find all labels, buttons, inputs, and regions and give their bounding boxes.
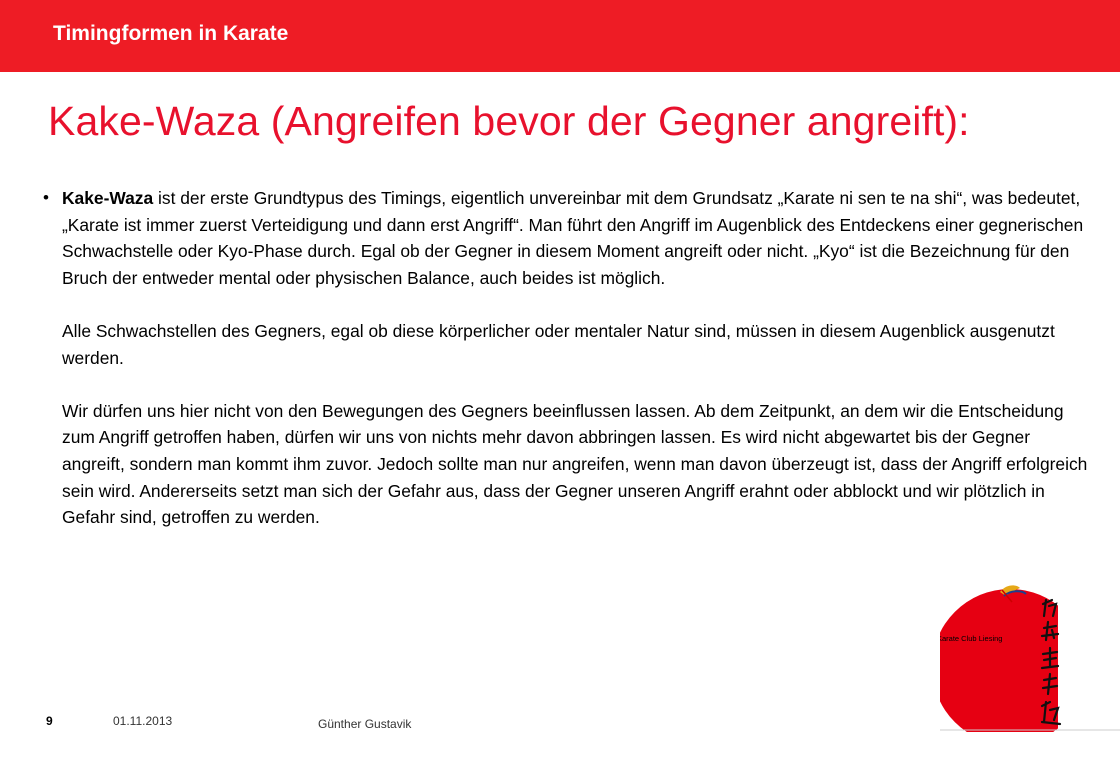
page-number: 9 [46, 714, 53, 728]
header-bar [0, 0, 1120, 72]
karate-club-logo [940, 570, 1120, 732]
club-name-text: Karate Club Liesing [940, 634, 1003, 643]
paragraph-1-text: ist der erste Grundtypus des Timings, eigentlich unvereinbar mit dem Grundsatz „Karate ni sen te na shi“, was bedeutet, „Karate ist immer zuerst Verteidigung und dann erst Angriff“. Man führt den Angriff im Augenblick des Entdeckens einer gegnerischen Schwachstelle oder Kyo-Phase durch. Egal ob der Gegner in diesem Moment angreift oder nicht. „Kyo“ ist die Bezeichnung für den Bruch der entweder mental oder physischen Balance, auch beides ist möglich. [62, 188, 1084, 288]
footer-author: Günther Gustavik [318, 717, 412, 731]
logo-graphic [940, 570, 1120, 732]
paragraph-1 [62, 185, 1092, 291]
paragraph-3: Wir dürfen uns hier nicht von den Bewegungen des Gegners beeinflussen lassen. Ab dem Zeitpunkt, an dem wir die Entscheidung zum Angriff getroffen haben, dürfen wir uns von nichts mehr davon abbringen lassen. Es wird nicht abgewartet bis der Gegner angreift, sondern man kommt ihm zuvor. Jedoch sollte man nur angreifen, wenn man davon überzeugt ist, dass der Angriff erfolgreich sein wird. Andererseits setzt man sich der Gefahr aus, dass der Gegner unseren Angriff erahnt oder abblockt und wir plötzlich in Gefahr sind, getroffen zu werden. [62, 400, 1088, 528]
paragraph-2: Alle Schwachstellen des Gegners, egal ob diese körperlicher oder mentaler Natur sind, müssen in diesem Augenblick ausgenutzt werden. [62, 320, 1055, 368]
header-title: Timingformen in Karate [53, 22, 289, 45]
content-body [43, 185, 1092, 531]
bullet-icon: • [43, 188, 49, 207]
term-kake-waza: Kake-Waza [62, 188, 154, 208]
footer-date: 01.11.2013 [113, 714, 173, 728]
slide-title: Kake-Waza (Angreifen bevor der Gegner angreift): [48, 98, 970, 144]
